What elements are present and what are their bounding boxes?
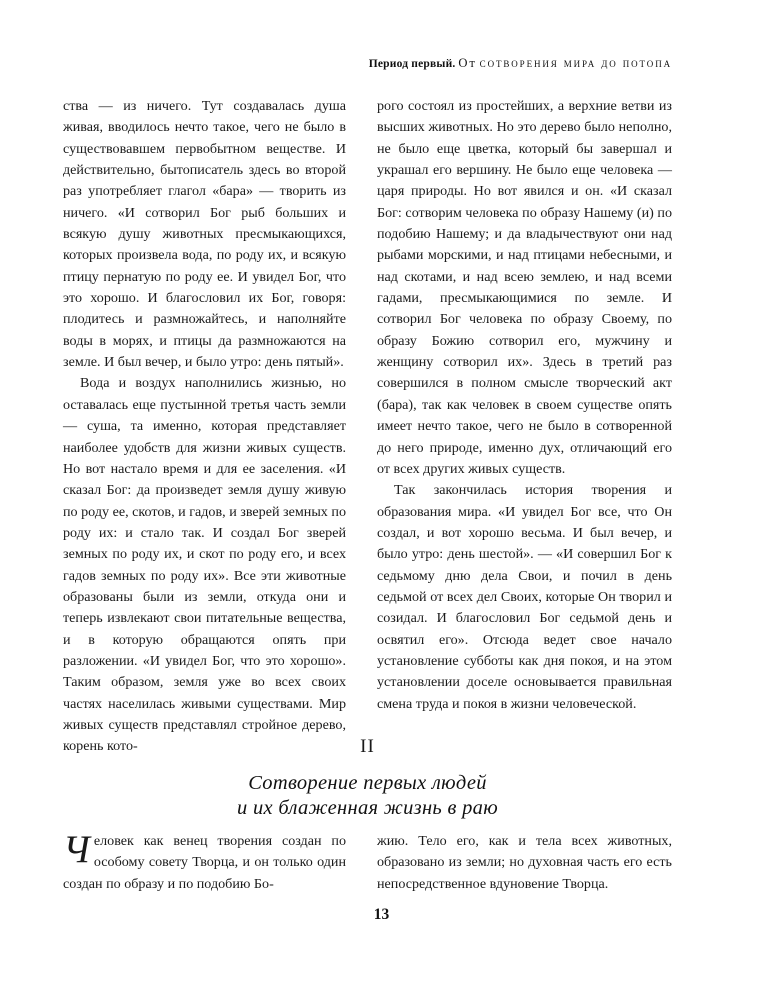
running-head-subject: сотворения мира до потопа: [479, 56, 672, 70]
running-head-period: Период первый.: [368, 58, 456, 70]
chapter-heading: [63, 735, 672, 821]
running-head: [63, 56, 672, 71]
paragraph: ства — из ничего. Тут создавалась душа живая, вводилось нечто такое, чего не было в существовавшем первобытном веществе. И действительно, бытописатель здесь во второй раз употребляет глагол «бара» — творить из ничего. «И сотворил Бог рыб больших и всякую душу животных пресмыкающихся, которых произвела вода, по роду их, и всякую птицу пернатую по роду ее. И увидел Бог, что это хорошо. И благословил их Бог, говоря: плодитесь и размножайтесь, и наполняйте воды в морях, и птицы да размножаются на земле. И был вечер, и было утро: день пятый».: [63, 98, 346, 371]
chapter-title-line-1: Сотворение первых людей: [248, 772, 487, 794]
paragraph: рого состоял из простейших, а верхние ветви из высших животных. Но это дерево было неполно, не было еще цветка, который бы завершал и украшал его вершину. Не было еще человека — царя природы. Но вот явился и он. «И сказал Бог: сотворим человека по образу Нашему (и) по подобию Нашему; и да владычествуют они над рыбами морскими, и над птицами небесными, и над скотами, и над всею землею, и над всеми гадами, пресмыкающимися по земле. И сотворил Бог человека по образу Своему, по образу Божию сотворил его, мужчину и женщину сотворил их». Здесь в третий раз совершился в полном смысле творческий акт (бара), так как человек в своем существе опять имеет нечто такое, чего не было в сотворенной до него природе, именно дух, отличающий его от всех других живых существ.: [377, 98, 672, 477]
chapter-title-line-2: и их блаженная жизнь в раю: [237, 797, 498, 819]
paragraph: Так закончилась история творения и образования мира. «И увидел Бог все, что Он создал, и вот хорошо весьма. И был вечер, и было утро: день шестой». — «И совершил Бог к седьмому дню дела Свои, и почил в день седьмой от всех дел Своих, которые Он творил и созидал. И благословил Бог седьмой день и освятил его». Отсюда ведет свое начало установление субботы как дня покоя, и на этом установлении доселе основывается правильная смена труда и покоя в жизни человеческой.: [377, 482, 672, 712]
page-number: 13: [373, 906, 390, 923]
opening-paragraph-block: [63, 828, 672, 901]
left-column: [63, 96, 346, 758]
running-head-lead: От: [458, 56, 477, 70]
opening-left-column: [63, 828, 346, 895]
opening-text: еловек как венец творения создан по особому совету Творца, и он только один создан по образу и по подобию Бо-: [63, 833, 346, 892]
chapter-number: II: [360, 736, 375, 757]
opening-right-column: [377, 831, 672, 895]
paragraph: Вода и воздух наполнились жизнью, но оставалась еще пустынной третья часть земли — суша, та именно, которая представляет наиболее удобств для жизни живых существ. Но вот настало время и для ее заселения. «И сказал Бог: да произведет земля душу живую по роду ее, скотов, и гадов, и зверей земных по роду их: и стало так. И создал Бог зверей земных по роду их, и скот по роду его, и всех гадов земных по роду их». Все эти животные образованы были из земли, откуда они и теперь извлекают свои питательные вещества, и в которую обращаются опять при разложении. «И увидел Бог, что это хорошо». Таким образом, земля уже во всех своих частях населилась живыми существами. Мир живых существ представлял стройное дерево, корень кото-: [63, 375, 346, 755]
chapter-title: [63, 771, 672, 821]
opening-paragraph: [63, 828, 346, 895]
drop-cap: Ч: [63, 828, 90, 871]
right-column: [377, 96, 672, 715]
opening-paragraph: жию. Тело его, как и тела всех животных, образовано из земли; но духовная часть его есть непосредственное вдуновение Творца.: [377, 833, 672, 892]
